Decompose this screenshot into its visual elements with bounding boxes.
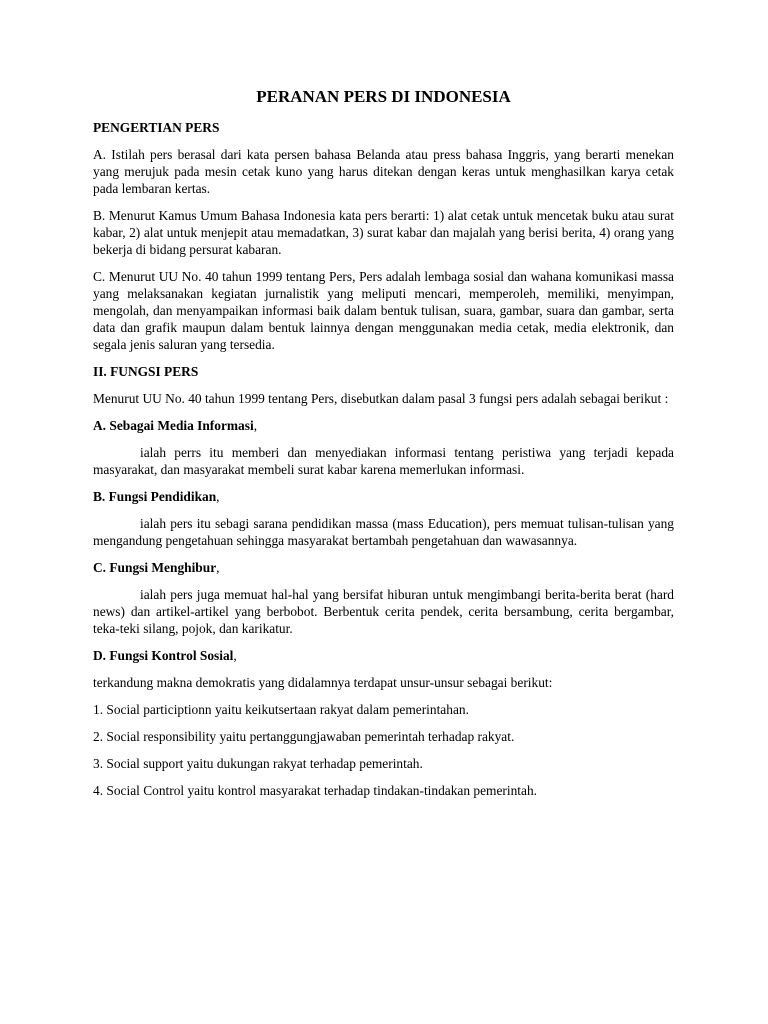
function-heading-informasi (93, 417, 674, 434)
list-item: 3. Social support yaitu dukungan rakyat terhadap pemerintah. (93, 756, 423, 771)
function-heading-label: D. Fungsi Kontrol Sosial (93, 648, 234, 663)
function-heading-tail: , (216, 489, 220, 504)
list-item: 2. Social responsibility yaitu pertanggungjawaban pemerintah terhadap rakyat. (93, 729, 515, 744)
function-heading-label: C. Fungsi Menghibur (93, 560, 217, 575)
kontrol-sosial-intro: terkandung makna demokratis yang didalamnya terdapat unsur-unsur sebagai berikut: (93, 675, 553, 690)
paragraph-c: C. Menurut UU No. 40 tahun 1999 tentang Pers, Pers adalah lembaga sosial dan wahana komunikasi massa yang melaksanakan kegiatan jurnalistik yang meliputi mencari, memperoleh, memiliki, menyimpan, mengolah, dan menyampaikan informasi baik dalam bentuk tulisan, suara, gambar, suara dan gambar, serta data dan grafik maupun dalam bentuk lainnya dengan menggunakan media cetak, media elektronik, dan segala jenis saluran yang tersedia. (93, 269, 674, 352)
function-heading-tail: , (233, 648, 237, 663)
document-body (93, 86, 674, 809)
function-body-pendidikan: ialah pers itu sebagi sarana pendidikan massa (mass Education), pers memuat tulisan-tulisan yang mengandung pengetahuan sehingga masyarakat bertambah pengetahuan dan wawasannya. (93, 516, 674, 548)
paragraph-a: A. Istilah pers berasal dari kata persen bahasa Belanda atau press bahasa Inggris, yang berarti menekan yang merujuk pada mesin cetak kuno yang harus ditekan dengan keras untuk menghasilkan karya cetak pada lembaran kertas. (93, 147, 674, 196)
function-heading-tail: , (216, 560, 220, 575)
function-heading-tail: , (253, 418, 258, 433)
section-heading-fungsi: II. FUNGSI PERS (93, 364, 199, 379)
section-heading-pengertian: PENGERTIAN PERS (93, 120, 220, 135)
function-heading-kontrol-sosial (93, 647, 674, 664)
fungsi-intro: Menurut UU No. 40 tahun 1999 tentang Pers, disebutkan dalam pasal 3 fungsi pers adalah sebagai berikut : (93, 391, 669, 406)
paragraph-b: B. Menurut Kamus Umum Bahasa Indonesia kata pers berarti: 1) alat cetak untuk mencetak buku atau surat kabar, 2) alat untuk menjepit atau memadatkan, 3) surat kabar dan majalah yang berisi berita, 4) orang yang bekerja di bidang persurat kabaran. (93, 208, 674, 257)
function-body-menghibur: ialah pers juga memuat hal-hal yang bersifat hiburan untuk mengimbangi berita-berita berat (hard news) dan artikel-artikel yang berbobot. Berbentuk cerita pendek, cerita bersambung, cerita bergambar, teka-teki silang, pojok, dan karikatur. (93, 587, 674, 636)
list-item: 1. Social participtionn yaitu keikutsertaan rakyat dalam pemerintahan. (93, 702, 469, 717)
function-heading-menghibur (93, 559, 674, 576)
document-title: PERANAN PERS DI INDONESIA (256, 87, 511, 106)
function-body-informasi: ialah perrs itu memberi dan menyediakan informasi tentang peristiwa yang terjadi kepada masyarakat, dan masyarakat membeli surat kabar karena memerlukan informasi. (93, 445, 674, 477)
function-heading-label: A. Sebagai Media Informasi (93, 418, 254, 433)
list-item: 4. Social Control yaitu kontrol masyarakat terhadap tindakan-tindakan pemerintah. (93, 783, 537, 798)
function-heading-label: B. Fungsi Pendidikan (93, 489, 217, 504)
function-heading-pendidikan (93, 488, 674, 505)
